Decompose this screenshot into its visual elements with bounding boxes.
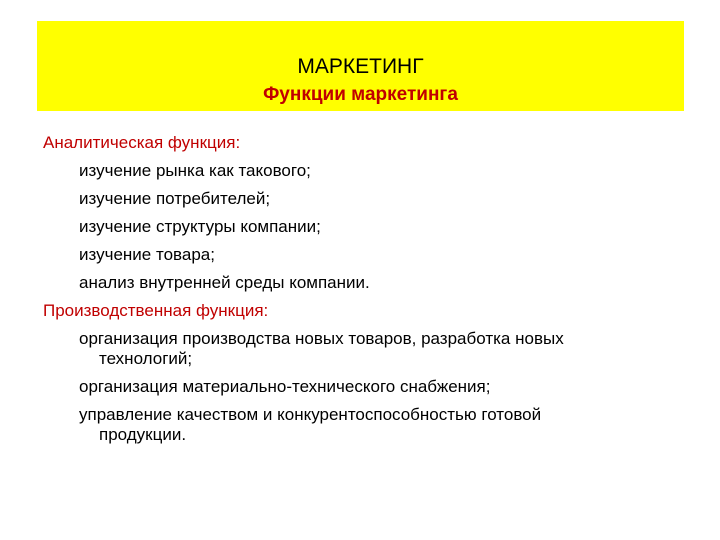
section-title-production: Производственная функция:: [43, 301, 269, 320]
list-item-continuation: продукции.: [99, 425, 187, 444]
analytical-items: [43, 157, 683, 297]
production-items: [43, 325, 683, 446]
list-item-line: управление качеством и конкурентоспособностью готовой: [79, 405, 542, 424]
slide-title: МАРКЕТИНГ: [297, 55, 424, 78]
list-item: анализ внутренней среды компании.: [79, 273, 370, 292]
list-item-continuation: технологий;: [99, 349, 193, 368]
list-item: [43, 325, 683, 370]
list-item: [43, 401, 683, 446]
slide-content: [43, 129, 683, 449]
list-item-line: организация материально-технического снабжения;: [79, 377, 491, 396]
title-band: [37, 21, 684, 111]
list-item: [43, 373, 683, 401]
list-item: изучение товара;: [79, 245, 215, 264]
section-title-analytical: Аналитическая функция:: [43, 133, 241, 152]
list-item-line: организация производства новых товаров, разработка новых: [79, 329, 564, 348]
slide-subtitle: Функции маркетинга: [263, 84, 458, 105]
list-item: изучение потребителей;: [79, 189, 271, 208]
list-item: изучение рынка как такового;: [79, 161, 311, 180]
list-item: изучение структуры компании;: [79, 217, 321, 236]
